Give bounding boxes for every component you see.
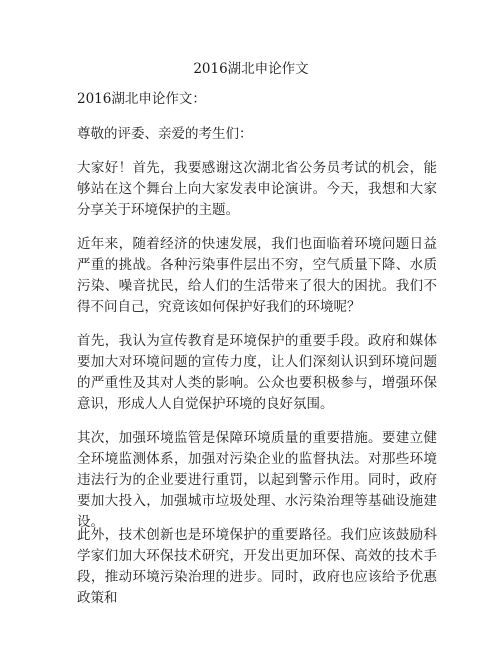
paragraph-background: 近年来，随着经济的快速发展，我们也面临着环境问题日益严重的挑战。各种污染事件层出不穷，空气质量下降、水质污染、噪音扰民，给人们的生活带来了很大的困扰。我们不得不问自己，究竟该如何保护好我们的环境呢？: [77, 236, 437, 315]
paragraph-education: 首先，我认为宣传教育是环境保护的重要手段。政府和媒体要加大对环境问题的宣传力度，让人们深刻认识到环境问题的严重性及其对人类的影响。公众也要积极参与，增强环保意识，形成人人自觉保护环境的良好氛围。: [77, 333, 437, 412]
paragraph-supervision: 其次，加强环境监管是保障环境质量的重要措施。要建立健全环境监测体系，加强对污染企业的监督执法。对那些环境违法行为的企业要进行重罚，以起到警示作用。同时，政府要加大投入，加强城市垃圾处理、水污染治理等基础设施建设。: [77, 430, 437, 530]
paragraph-innovation: 此外，技术创新也是环境保护的重要路径。我们应该鼓励科学家们加大环保技术研究，开发出更加环保、高效的技术手段，推动环境污染治理的进步。同时，政府也应该给予优惠政策和: [77, 527, 437, 606]
greeting-line: 尊敬的评委、亲爱的考生们：: [77, 126, 253, 142]
paragraph-intro: 大家好！首先，我要感谢这次湖北省公务员考试的机会，能够站在这个舞台上向大家发表申论演讲。今天，我想和大家分享关于环境保护的主题。: [77, 160, 437, 218]
document-subtitle: 2016湖北申论作文：: [77, 91, 206, 107]
page-title: 2016湖北申论作文: [193, 61, 309, 77]
